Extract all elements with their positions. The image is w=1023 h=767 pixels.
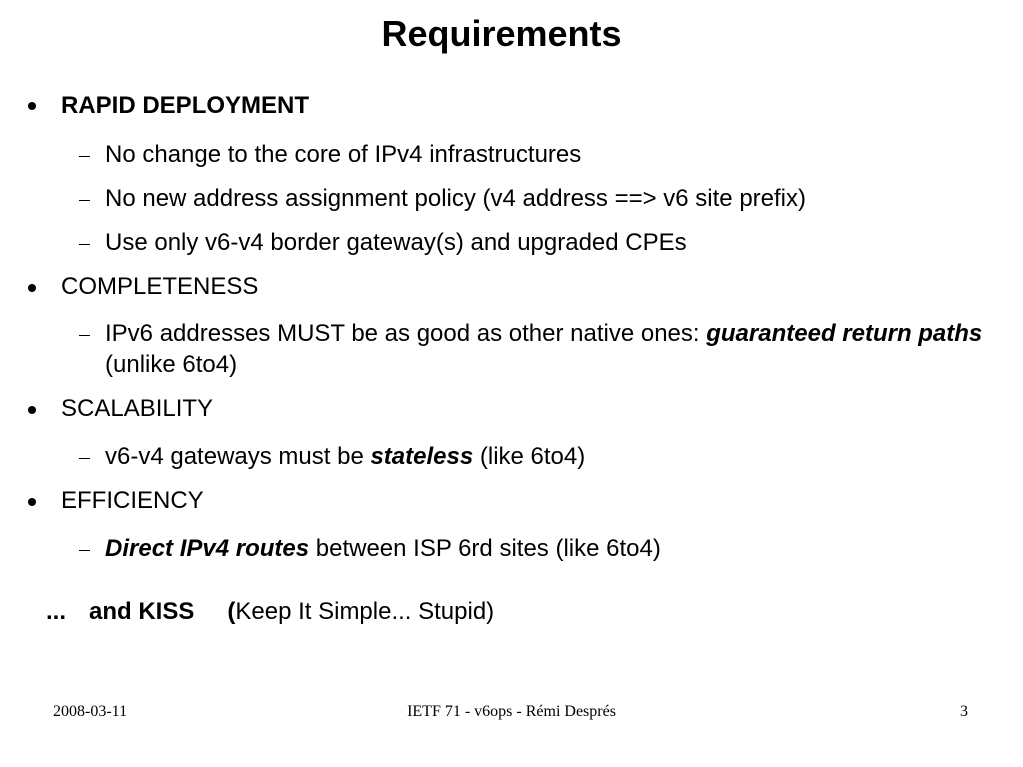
section-heading-efficiency: EFFICIENCY <box>61 487 204 514</box>
sub-item-tail: (unlike 6to4) <box>105 351 238 378</box>
sub-item-tail: (like 6to4) <box>473 443 586 470</box>
section-heading-completeness: COMPLETENESS <box>61 273 259 300</box>
closing-expansion: Keep It Simple... Stupid) <box>235 598 495 625</box>
sub-item-text: IPv6 addresses MUST be as good as other native ones: <box>105 320 707 347</box>
sub-item: No change to the core of IPv4 infrastructures <box>105 141 582 168</box>
footer-date: 2008-03-11 <box>53 703 128 720</box>
closing-line <box>46 596 494 627</box>
sub-item: No new address assignment policy (v4 address ==> v6 site prefix) <box>105 185 807 212</box>
section-heading-scalability: SCALABILITY <box>61 395 214 422</box>
closing-open-paren: ( <box>227 598 236 625</box>
bullet-dot <box>28 498 36 506</box>
dash-marker <box>79 156 90 157</box>
dash-marker <box>79 458 90 459</box>
dash-marker <box>79 335 90 336</box>
footer-title: IETF 71 - v6ops - Rémi Després <box>407 703 616 720</box>
sub-item <box>105 318 995 380</box>
dash-marker <box>79 550 90 551</box>
sub-item-text: v6-v4 gateways must be <box>105 443 371 470</box>
emphasis-text: stateless <box>370 443 474 470</box>
emphasis-text: guaranteed return paths <box>706 320 983 347</box>
bullet-dot <box>28 406 36 414</box>
bullet-dot <box>28 284 36 292</box>
sub-item <box>105 533 661 564</box>
dash-marker <box>79 200 90 201</box>
closing-kiss: and KISS <box>89 598 195 625</box>
bullet-dot <box>28 102 36 110</box>
closing-ellipsis: ... <box>46 598 67 625</box>
section-heading-rapid-deployment: RAPID DEPLOYMENT <box>61 92 310 119</box>
sub-item: Use only v6-v4 border gateway(s) and upgraded CPEs <box>105 229 687 256</box>
dash-marker <box>79 244 90 245</box>
sub-item <box>105 441 585 472</box>
slide-title: Requirements <box>381 13 622 54</box>
page-number: 3 <box>960 703 968 720</box>
emphasis-text: Direct IPv4 routes <box>105 535 310 562</box>
sub-item-tail: between ISP 6rd sites (like 6to4) <box>309 535 661 562</box>
